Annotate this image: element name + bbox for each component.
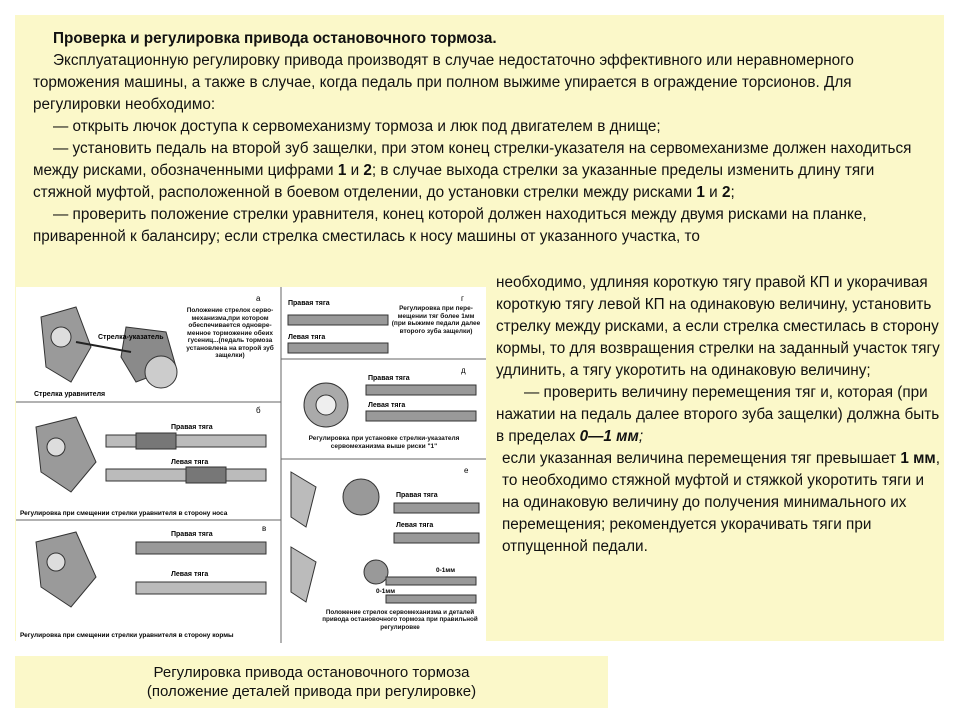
label-strelka-uravn: Стрелка уравнителя xyxy=(34,391,106,398)
caption-line-1: Регулировка привода остановочного тормоза xyxy=(153,664,470,681)
caption-b: Регулировка при смещении стрелки уравнителя в сторону носа xyxy=(20,510,228,517)
paragraph-intro: Эксплуатационную регулировку привода производят в случае недостаточно эффективного или неравномерного торможения машины, а также в случае, когда педаль при полном выжиме упирается в ограждение торсионов. Для регулировки необходимо: xyxy=(33,52,854,113)
caption-e: Положение стрелок сервомеханизма и деталей привода остановочного тормоза при правильной регулировке xyxy=(322,609,478,631)
brake-drive-figure xyxy=(16,287,486,643)
section-title: Проверка и регулировка привода остановочного тормоза. xyxy=(53,30,497,47)
paragraph-right-1: необходимо, удлиняя короткую тягу правой КП и укорачивая короткую тягу левой КП на одинаковую величину, установить стрелку между рисками, а если стрелка сместилась в сторону кормы, то для возвращения стрелки на заданный участок тягу удлинить, а тягу укоротить на одинаковую величину; xyxy=(496,274,940,379)
label-a: а xyxy=(256,294,261,303)
svg-text:Правая тяга: Правая тяга xyxy=(171,424,213,431)
caption-line-2: (положение деталей привода при регулировке) xyxy=(146,683,477,700)
mm-label-1: 0-1мм xyxy=(436,567,456,574)
note-g: Регулировка при пере- мещении тяг более 1мм (при выжиме педали далее второго зуба защелки) xyxy=(391,305,481,335)
paragraph-right-2: — проверить величину перемещения тяг и, которая (при нажатии на педаль далее второго зуба защелки) должна быть в пределах 0—1 мм; xyxy=(496,384,940,445)
label-e: е xyxy=(464,466,469,475)
panel-a xyxy=(34,294,276,398)
svg-text:Левая тяга: Левая тяга xyxy=(396,522,434,529)
paragraph-right-3: если указанная величина перемещения тяг превышает 1 мм, то необходимо стяжной муфтой и стяжкой укоротить тяги и на одинаковую величину до получения минимального их перемещения; рекомендуется укорачивать тяги при отпущенной педали. xyxy=(502,450,940,555)
panel-g xyxy=(288,294,481,357)
panel-b xyxy=(20,406,266,517)
label-d: д xyxy=(461,366,466,375)
caption-panel xyxy=(15,656,608,708)
caption-v: Регулировка при смещении стрелки уравнителя в сторону кормы xyxy=(20,632,234,639)
svg-text:Правая тяга: Правая тяга xyxy=(396,492,438,499)
label-g: г xyxy=(461,294,464,303)
right-text-block xyxy=(496,272,941,558)
label-strelka-ukazatel: Стрелка-указатель xyxy=(98,334,164,341)
svg-text:Левая тяга: Левая тяга xyxy=(171,459,209,466)
svg-text:Левая тяга: Левая тяга xyxy=(171,571,209,578)
svg-text:Правая тяга: Правая тяга xyxy=(288,300,330,307)
note-a: Положение стрелок серво- механизма,при котором обеспечивается одновре- менное торможение обеих гусениц...(педаль тормоза установлена на второй зуб защелки) xyxy=(186,307,274,359)
label-b: б xyxy=(256,406,261,415)
svg-text:Правая тяга: Правая тяга xyxy=(368,375,410,382)
svg-text:Левая тяга: Левая тяга xyxy=(368,402,406,409)
main-text-block xyxy=(33,28,913,248)
svg-text:Левая тяга: Левая тяга xyxy=(288,334,326,341)
paragraph-step-2: — установить педаль на второй зуб защелки, при этом конец стрелки-указателя на сервомеханизме должен находиться между рисками, обозначенными цифрами 1 и 2; в случае выхода стрелки за указанные пределы изменить длину тяги стяжной муфтой, расположенной в боевом отделении, до установки стрелки между рисками 1 и 2; xyxy=(33,140,912,201)
paragraph-step-3: — проверить положение стрелки уравнителя, конец которой должен находиться между двумя рисками на планке, приваренной к балансиру; если стрелка сместилась к носу машины от указанного участка, то xyxy=(33,206,867,245)
paragraph-step-1: — открыть лючок доступа к сервомеханизму тормоза и люк под двигателем в днище; xyxy=(53,118,661,135)
panel-v xyxy=(20,524,266,639)
mm-label-2: 0-1мм xyxy=(376,588,396,595)
caption-d: Регулировка при установке стрелки-указателя сервомеханизма выше риски "1" xyxy=(308,435,460,450)
svg-text:Правая тяга: Правая тяга xyxy=(171,531,213,538)
panel-e xyxy=(291,466,484,643)
label-v: в xyxy=(262,524,267,533)
panel-d xyxy=(284,366,484,459)
figure-caption xyxy=(15,663,608,701)
